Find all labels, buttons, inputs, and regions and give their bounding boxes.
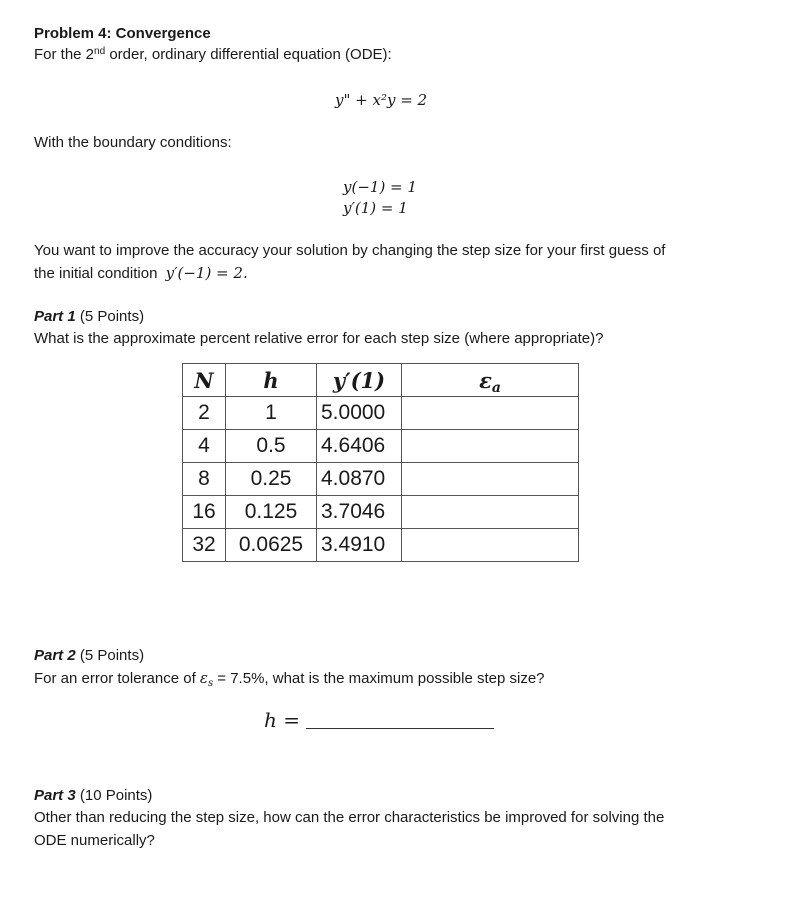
answer-blank[interactable] [306, 710, 494, 729]
improve-prefix: the initial condition [34, 265, 158, 282]
cell-error[interactable] [402, 430, 579, 463]
cell-n: 4 [183, 430, 226, 463]
cell-y: 5.0000 [317, 397, 402, 430]
part1-label: Part 1 [34, 308, 76, 325]
cell-h: 0.5 [226, 430, 317, 463]
header-y: y′(1) [317, 364, 402, 397]
initial-condition: y′(−1) = 2. [165, 264, 248, 282]
part3-question-line-2: ODE numerically? [34, 832, 155, 849]
part2-heading [34, 647, 144, 665]
table-row [183, 430, 579, 463]
table-header-row [183, 364, 579, 397]
boundary-condition-2 [343, 199, 408, 217]
cell-h: 1 [226, 397, 317, 430]
header-h: h [226, 364, 317, 397]
cell-error[interactable] [402, 529, 579, 562]
cell-y: 4.6406 [317, 430, 402, 463]
part3-question-line-1: Other than reducing the step size, how can the error characteristics be improved for solving the [34, 809, 665, 826]
part1-question: What is the approximate percent relative error for each step size (where appropriate)? [34, 330, 604, 347]
part2-question [34, 669, 545, 688]
intro-superscript: nd [94, 46, 106, 57]
cell-n: 8 [183, 463, 226, 496]
cell-h: 0.125 [226, 496, 317, 529]
table-row [183, 529, 579, 562]
ode-formula: y" + x²y = 2 [335, 91, 428, 109]
part2-question-suffix: = 7.5%, what is the maximum possible step size? [213, 670, 545, 687]
boundary-condition-1 [343, 178, 417, 196]
intro-prefix: For the 2 [34, 46, 95, 63]
bc2-formula: y′(1) = 1 [343, 199, 408, 217]
cell-error[interactable] [402, 463, 579, 496]
table-row [183, 496, 579, 529]
cell-h: 0.25 [226, 463, 317, 496]
table-row [183, 397, 579, 430]
answer-line [264, 708, 494, 732]
intro-text [34, 46, 392, 64]
part2-label: Part 2 [34, 647, 76, 664]
ode-equation [335, 91, 427, 109]
cell-h: 0.0625 [226, 529, 317, 562]
part2-question-prefix: For an error tolerance of [34, 670, 200, 687]
epsilon-s-symbol: ε [199, 669, 208, 687]
cell-n: 32 [183, 529, 226, 562]
table-row [183, 463, 579, 496]
header-n: N [183, 364, 226, 397]
epsilon-s-subscript: s [207, 678, 214, 689]
part3-label: Part 3 [34, 787, 76, 804]
header-epsilon [402, 364, 579, 397]
part1-heading [34, 308, 144, 326]
answer-label: h = [264, 708, 300, 732]
problem-title: Problem 4: Convergence [34, 25, 211, 42]
cell-n: 16 [183, 496, 226, 529]
cell-y: 4.0870 [317, 463, 402, 496]
improve-line-2 [34, 264, 248, 283]
epsilon-symbol: ε [479, 367, 492, 393]
cell-y: 3.4910 [317, 529, 402, 562]
cell-y: 3.7046 [317, 496, 402, 529]
part3-heading [34, 787, 152, 805]
cell-n: 2 [183, 397, 226, 430]
intro-suffix: order, ordinary differential equation (ODE): [105, 46, 392, 63]
cell-error[interactable] [402, 496, 579, 529]
step-size-table [182, 363, 579, 562]
boundary-label: With the boundary conditions: [34, 134, 232, 151]
epsilon-subscript: a [491, 379, 501, 396]
part1-points: (5 Points) [75, 308, 145, 325]
improve-line-1: You want to improve the accuracy your solution by changing the step size for your first guess of [34, 242, 666, 259]
part2-points: (5 Points) [75, 647, 145, 664]
cell-error[interactable] [402, 397, 579, 430]
part3-points: (10 Points) [75, 787, 153, 804]
bc1-formula: y(−1) = 1 [343, 178, 417, 196]
